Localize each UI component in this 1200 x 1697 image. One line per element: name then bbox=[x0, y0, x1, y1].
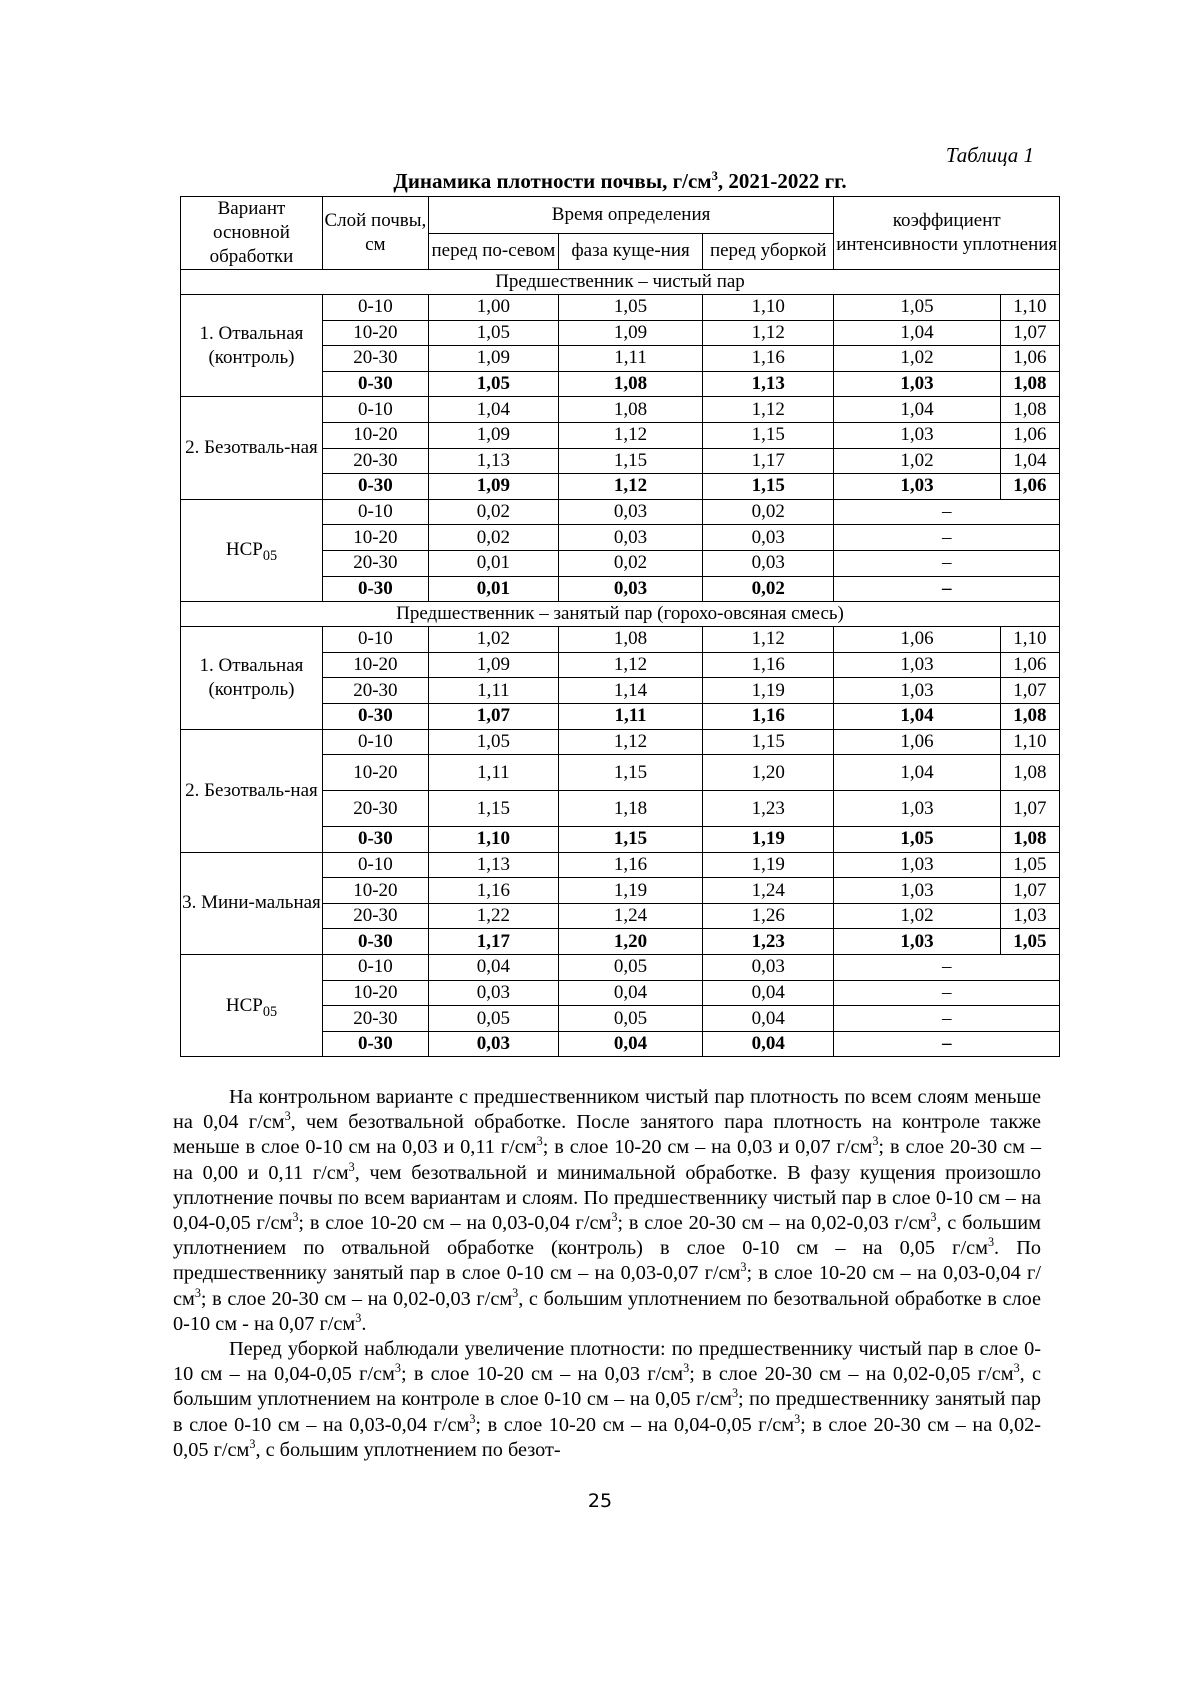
layer-cell: 10-20 bbox=[322, 755, 428, 791]
value-cell: 1,12 bbox=[703, 627, 834, 653]
layer-cell: 20-30 bbox=[322, 550, 428, 576]
value-cell: 0,03 bbox=[703, 550, 834, 576]
layer-cell: 20-30 bbox=[322, 678, 428, 704]
value-cell: 1,05 bbox=[834, 827, 1000, 853]
soil-density-table bbox=[180, 196, 1060, 1057]
value-cell: 1,09 bbox=[559, 320, 703, 346]
value-cell: 0,03 bbox=[559, 499, 703, 525]
value-cell: 1,10 bbox=[428, 827, 558, 853]
value-cell: 1,15 bbox=[559, 827, 703, 853]
value-cell: 0,04 bbox=[428, 955, 558, 981]
value-cell: 1,05 bbox=[1000, 929, 1059, 955]
value-cell: 1,05 bbox=[559, 295, 703, 321]
value-cell: – bbox=[834, 576, 1060, 602]
table-row bbox=[181, 397, 1060, 423]
value-cell: 1,12 bbox=[703, 320, 834, 346]
table-title: Динамика плотности почвы, $г/см^3$, 2021-2022 гг. bbox=[393, 169, 847, 193]
value-cell: 1,17 bbox=[703, 448, 834, 474]
value-cell: 1,19 bbox=[703, 827, 834, 853]
page-number: 25 bbox=[587, 1490, 613, 1512]
value-cell: 1,05 bbox=[834, 295, 1000, 321]
value-cell: 1,06 bbox=[834, 729, 1000, 755]
layer-cell: 20-30 bbox=[322, 448, 428, 474]
variant-label: 1. Отвальная (контроль) bbox=[199, 322, 304, 368]
variant-subscript: 05 bbox=[262, 1003, 278, 1020]
layer-cell: 0-30 bbox=[322, 703, 428, 729]
value-cell: 1,04 bbox=[834, 755, 1000, 791]
value-cell: 0,03 bbox=[559, 525, 703, 551]
layer-cell: 0-30 bbox=[322, 576, 428, 602]
value-cell: 1,06 bbox=[1000, 474, 1059, 500]
value-cell: 1,06 bbox=[1000, 422, 1059, 448]
variant-cell bbox=[181, 499, 323, 601]
value-cell: 1,24 bbox=[559, 903, 703, 929]
value-cell: 0,02 bbox=[703, 576, 834, 602]
table-body bbox=[181, 270, 1060, 1057]
value-cell: – bbox=[834, 955, 1060, 981]
layer-cell: 0-30 bbox=[322, 474, 428, 500]
value-cell: 1,05 bbox=[1000, 852, 1059, 878]
value-cell: 1,07 bbox=[1000, 791, 1059, 827]
table-row bbox=[181, 627, 1060, 653]
value-cell: 1,03 bbox=[834, 652, 1000, 678]
value-cell: 0,04 bbox=[559, 980, 703, 1006]
value-cell: 1,04 bbox=[834, 703, 1000, 729]
value-cell: 0,04 bbox=[559, 1031, 703, 1057]
header-layer: Слой почвы, см bbox=[322, 197, 428, 270]
body-text bbox=[173, 1085, 1041, 1463]
layer-cell: 20-30 bbox=[322, 1006, 428, 1032]
value-cell: 1,08 bbox=[1000, 827, 1059, 853]
value-cell: 1,04 bbox=[1000, 448, 1059, 474]
value-cell: 1,05 bbox=[428, 371, 558, 397]
layer-cell: 10-20 bbox=[322, 320, 428, 346]
paragraph: На контрольном варианте с предшественником чистый пар плотность по всем слоям меньше на 0,04 $г/см^3$, чем безотвальной обработке. После занятого пара плотность на контроле также меньше в слое 0-10 см на 0,03 и 0,11 $г/см^3$; в слое 10-20 см – на 0,03 и 0,07 $г/см^3$; в слое 20-30 см – на 0,00 и 0,11 $г/см^3$, чем безотвальной и минимальной обработке. В фазу кущения произошло уплотнение почвы по всем вариантам и слоям. По предшественнику чистый пар в слое 0-10 см – на 0,04-0,05 $г/см^3$; в слое 10-20 см – на 0,03-0,04 $г/см^3$; в слое 20-30 см – на 0,02-0,03 $г/см^3$, с большим уплотнением по отвальной обработке (контроль) в слое 0-10 см – на 0,05 $г/см^3$. По предшественнику занятый пар в слое 0-10 см – на 0,03-0,07 $г/см^3$; в слое 10-20 см – на 0,03-0,04 $г/см^3$; в слое 20-30 см – на 0,02-0,03 $г/см^3$, с большим уплотнением по безотвальной обработке в слое 0-10 см - на 0,07 $г/см^3$. bbox=[173, 1086, 1042, 1335]
value-cell: 1,19 bbox=[703, 678, 834, 704]
value-cell: 1,06 bbox=[1000, 652, 1059, 678]
variant-cell bbox=[181, 852, 323, 954]
value-cell: 0,03 bbox=[703, 525, 834, 551]
value-cell: 1,02 bbox=[834, 448, 1000, 474]
layer-cell: 0-30 bbox=[322, 827, 428, 853]
value-cell: 1,15 bbox=[559, 448, 703, 474]
value-cell: 1,12 bbox=[559, 652, 703, 678]
value-cell: 1,12 bbox=[559, 474, 703, 500]
value-cell: 1,16 bbox=[703, 346, 834, 372]
value-cell: – bbox=[834, 550, 1060, 576]
value-cell: 1,02 bbox=[428, 627, 558, 653]
value-cell: 1,03 bbox=[834, 791, 1000, 827]
value-cell: 1,09 bbox=[428, 474, 558, 500]
value-cell: 1,08 bbox=[1000, 755, 1059, 791]
value-cell: 1,15 bbox=[703, 474, 834, 500]
value-cell: 0,04 bbox=[703, 980, 834, 1006]
header-variant: Вариант основной обработки bbox=[181, 197, 323, 270]
value-cell: 1,16 bbox=[703, 652, 834, 678]
value-cell: 1,08 bbox=[1000, 371, 1059, 397]
value-cell: 1,02 bbox=[834, 346, 1000, 372]
value-cell: 1,07 bbox=[1000, 678, 1059, 704]
value-cell: 1,08 bbox=[559, 627, 703, 653]
value-cell: 0,03 bbox=[428, 980, 558, 1006]
value-cell: 1,19 bbox=[559, 878, 703, 904]
value-cell: 0,02 bbox=[428, 525, 558, 551]
value-cell: 1,24 bbox=[703, 878, 834, 904]
value-cell: 0,04 bbox=[703, 1006, 834, 1032]
value-cell: 1,07 bbox=[1000, 320, 1059, 346]
value-cell: 1,13 bbox=[428, 852, 558, 878]
value-cell: 1,17 bbox=[428, 929, 558, 955]
variant-cell bbox=[181, 397, 323, 499]
value-cell: 0,05 bbox=[428, 1006, 558, 1032]
table-row bbox=[181, 499, 1060, 525]
layer-cell: 0-10 bbox=[322, 499, 428, 525]
value-cell: 1,08 bbox=[559, 397, 703, 423]
value-cell: 1,03 bbox=[834, 474, 1000, 500]
header-tillering: фаза куще-ния bbox=[559, 233, 703, 270]
value-cell: 1,08 bbox=[1000, 397, 1059, 423]
value-cell: 1,16 bbox=[428, 878, 558, 904]
value-cell: 0,05 bbox=[559, 1006, 703, 1032]
value-cell: 1,04 bbox=[834, 397, 1000, 423]
value-cell: 1,16 bbox=[703, 703, 834, 729]
variant-label: 2. Безотваль-ная bbox=[185, 779, 318, 801]
variant-cell bbox=[181, 627, 323, 729]
value-cell: 0,05 bbox=[559, 955, 703, 981]
table-row bbox=[181, 729, 1060, 755]
layer-cell: 20-30 bbox=[322, 791, 428, 827]
value-cell: 1,15 bbox=[703, 729, 834, 755]
value-cell: 1,20 bbox=[703, 755, 834, 791]
variant-subscript: 05 bbox=[262, 548, 278, 565]
header-time: Время определения bbox=[428, 197, 834, 234]
table-row bbox=[181, 955, 1060, 981]
header-before-sowing: перед по-севом bbox=[428, 233, 558, 270]
value-cell: 1,23 bbox=[703, 791, 834, 827]
value-cell: 1,05 bbox=[428, 320, 558, 346]
value-cell: 1,03 bbox=[834, 678, 1000, 704]
value-cell: 1,11 bbox=[428, 678, 558, 704]
value-cell: 0,03 bbox=[428, 1031, 558, 1057]
value-cell: 1,08 bbox=[559, 371, 703, 397]
value-cell: 1,14 bbox=[559, 678, 703, 704]
layer-cell: 0-10 bbox=[322, 852, 428, 878]
value-cell: 1,08 bbox=[1000, 703, 1059, 729]
value-cell: 1,04 bbox=[428, 397, 558, 423]
value-cell: 0,03 bbox=[559, 576, 703, 602]
value-cell: 1,10 bbox=[1000, 295, 1059, 321]
value-cell: 1,10 bbox=[1000, 627, 1059, 653]
value-cell: 1,18 bbox=[559, 791, 703, 827]
value-cell: 1,11 bbox=[559, 703, 703, 729]
value-cell: 1,03 bbox=[834, 852, 1000, 878]
layer-cell: 0-30 bbox=[322, 371, 428, 397]
value-cell: – bbox=[834, 525, 1060, 551]
value-cell: – bbox=[834, 1031, 1060, 1057]
value-cell: 1,03 bbox=[834, 371, 1000, 397]
table-row bbox=[181, 295, 1060, 321]
value-cell: 1,16 bbox=[559, 852, 703, 878]
value-cell: 1,04 bbox=[834, 320, 1000, 346]
value-cell: 1,03 bbox=[834, 929, 1000, 955]
value-cell: 1,03 bbox=[834, 878, 1000, 904]
section-row bbox=[181, 270, 1060, 295]
value-cell: 1,13 bbox=[428, 448, 558, 474]
variant-label: 3. Мини-мальная bbox=[182, 892, 321, 914]
header-coefficient: коэффициент интенсивности уплотнения bbox=[834, 197, 1060, 270]
value-cell: 0,02 bbox=[428, 499, 558, 525]
layer-cell: 20-30 bbox=[322, 346, 428, 372]
value-cell: 1,07 bbox=[428, 703, 558, 729]
value-cell: 0,01 bbox=[428, 576, 558, 602]
value-cell: 1,09 bbox=[428, 422, 558, 448]
value-cell: 0,01 bbox=[428, 550, 558, 576]
value-cell: 1,26 bbox=[703, 903, 834, 929]
value-cell: 1,13 bbox=[703, 371, 834, 397]
layer-cell: 0-30 bbox=[322, 1031, 428, 1057]
variant-label: НСР bbox=[225, 994, 263, 1016]
variant-cell bbox=[181, 955, 323, 1057]
layer-cell: 0-10 bbox=[322, 397, 428, 423]
layer-cell: 0-10 bbox=[322, 955, 428, 981]
layer-cell: 0-30 bbox=[322, 929, 428, 955]
value-cell: 1,12 bbox=[559, 422, 703, 448]
value-cell: 1,12 bbox=[703, 397, 834, 423]
value-cell: 1,23 bbox=[703, 929, 834, 955]
value-cell: 1,15 bbox=[428, 791, 558, 827]
value-cell: 1,19 bbox=[703, 852, 834, 878]
variant-label: 2. Безотваль-ная bbox=[185, 437, 318, 459]
layer-cell: 20-30 bbox=[322, 903, 428, 929]
value-cell: – bbox=[834, 1006, 1060, 1032]
value-cell: 0,02 bbox=[559, 550, 703, 576]
value-cell: 1,09 bbox=[428, 652, 558, 678]
value-cell: 1,20 bbox=[559, 929, 703, 955]
value-cell: 1,09 bbox=[428, 346, 558, 372]
value-cell: 1,15 bbox=[559, 755, 703, 791]
value-cell: 0,03 bbox=[703, 955, 834, 981]
value-cell: 1,10 bbox=[703, 295, 834, 321]
layer-cell: 10-20 bbox=[322, 422, 428, 448]
section-title: Предшественник – занятый пар (горохо-овсяная смесь) bbox=[181, 602, 1060, 627]
value-cell: 1,03 bbox=[1000, 903, 1059, 929]
layer-cell: 10-20 bbox=[322, 525, 428, 551]
layer-cell: 10-20 bbox=[322, 878, 428, 904]
layer-cell: 10-20 bbox=[322, 980, 428, 1006]
header-before-harvest: перед уборкой bbox=[703, 233, 834, 270]
value-cell: 1,05 bbox=[428, 729, 558, 755]
value-cell: – bbox=[834, 499, 1060, 525]
value-cell: 1,12 bbox=[559, 729, 703, 755]
value-cell: 1,06 bbox=[834, 627, 1000, 653]
layer-cell: 0-10 bbox=[322, 729, 428, 755]
section-title: Предшественник – чистый пар bbox=[181, 270, 1060, 295]
table-row bbox=[181, 852, 1060, 878]
value-cell: 1,07 bbox=[1000, 878, 1059, 904]
variant-cell bbox=[181, 295, 323, 397]
variant-cell bbox=[181, 729, 323, 852]
section-row bbox=[181, 602, 1060, 627]
layer-cell: 10-20 bbox=[322, 652, 428, 678]
value-cell: 1,02 bbox=[834, 903, 1000, 929]
value-cell: 1,00 bbox=[428, 295, 558, 321]
value-cell: 1,15 bbox=[703, 422, 834, 448]
value-cell: 1,06 bbox=[1000, 346, 1059, 372]
value-cell: 1,10 bbox=[1000, 729, 1059, 755]
paragraph: Перед уборкой наблюдали увеличение плотности: по предшественнику чистый пар в слое 0-10 см – на 0,04-0,05 $г/см^3$; в слое 10-20 см – на 0,03 $г/см^3$; в слое 20-30 см – на 0,02-0,05 $г/см^3$, с большим уплотнением на контроле в слое 0-10 см – на 0,05 $г/см^3$; по предшественнику занятый пар в слое 0-10 см – на 0,03-0,04 $г/см^3$; в слое 10-20 см – на 0,04-0,05 $г/см^3$; в слое 20-30 см – на 0,02-0,05 $г/см^3$, с большим уплотнением по безот- bbox=[173, 1338, 1041, 1461]
value-cell: 0,02 bbox=[703, 499, 834, 525]
value-cell: 1,11 bbox=[428, 755, 558, 791]
layer-cell: 0-10 bbox=[322, 627, 428, 653]
table-label: Таблица 1 bbox=[945, 143, 1034, 167]
value-cell: 1,11 bbox=[559, 346, 703, 372]
value-cell: 1,03 bbox=[834, 422, 1000, 448]
variant-label: 1. Отвальная (контроль) bbox=[199, 654, 304, 700]
value-cell: – bbox=[834, 980, 1060, 1006]
layer-cell: 0-10 bbox=[322, 295, 428, 321]
value-cell: 1,22 bbox=[428, 903, 558, 929]
value-cell: 0,04 bbox=[703, 1031, 834, 1057]
variant-label: НСР bbox=[225, 539, 263, 561]
